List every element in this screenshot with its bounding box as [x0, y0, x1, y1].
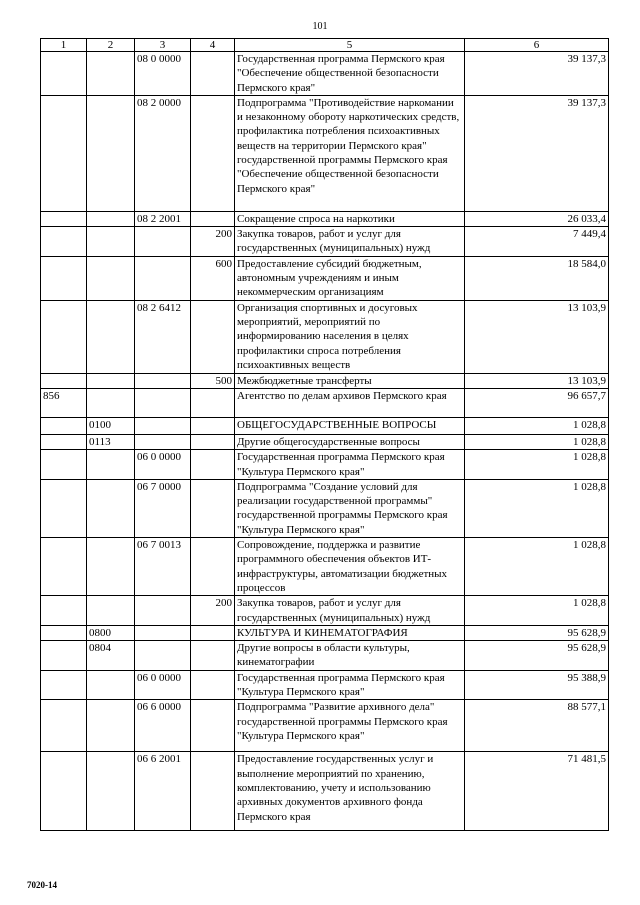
cell-c3 — [135, 227, 191, 257]
cell-c3 — [135, 417, 191, 434]
cell-c1 — [41, 52, 87, 96]
cell-c5: Сокращение спроса на наркотики — [235, 211, 465, 226]
cell-c4 — [191, 211, 235, 226]
cell-c5: Другие общегосударственные вопросы — [235, 434, 465, 449]
cell-c3: 06 6 0000 — [135, 700, 191, 752]
cell-c6: 95 388,9 — [465, 670, 609, 700]
cell-c4 — [191, 700, 235, 752]
table-row — [41, 450, 609, 480]
cell-c6: 1 028,8 — [465, 538, 609, 596]
cell-c5: Другие вопросы в области культуры, кинематографии — [235, 641, 465, 671]
cell-c5: Государственная программа Пермского края "Обеспечение общественной безопасности Пермского края" — [235, 52, 465, 96]
cell-c3 — [135, 596, 191, 626]
cell-c1 — [41, 256, 87, 300]
cell-c2 — [87, 373, 135, 388]
cell-c1 — [41, 700, 87, 752]
footer-code: 7020-14 — [27, 880, 57, 890]
cell-c4 — [191, 388, 235, 417]
cell-c6: 26 033,4 — [465, 211, 609, 226]
cell-c3: 08 2 0000 — [135, 95, 191, 211]
cell-c2 — [87, 388, 135, 417]
column-header: 2 — [87, 39, 135, 52]
table-row — [41, 434, 609, 449]
cell-c2: 0800 — [87, 625, 135, 640]
column-header: 6 — [465, 39, 609, 52]
column-header: 4 — [191, 39, 235, 52]
cell-c2 — [87, 300, 135, 373]
cell-c2: 0113 — [87, 434, 135, 449]
cell-c2: 0100 — [87, 417, 135, 434]
cell-c2 — [87, 596, 135, 626]
cell-c5: Государственная программа Пермского края "Культура Пермского края" — [235, 670, 465, 700]
table-header-row — [41, 39, 609, 52]
table-row — [41, 388, 609, 417]
cell-c6: 1 028,8 — [465, 417, 609, 434]
cell-c4 — [191, 641, 235, 671]
cell-c2 — [87, 256, 135, 300]
cell-c3 — [135, 641, 191, 671]
table-row — [41, 538, 609, 596]
table-row — [41, 256, 609, 300]
cell-c1: 856 — [41, 388, 87, 417]
cell-c2 — [87, 211, 135, 226]
table-row — [41, 52, 609, 96]
cell-c2 — [87, 700, 135, 752]
cell-c2 — [87, 52, 135, 96]
cell-c1 — [41, 417, 87, 434]
cell-c1 — [41, 227, 87, 257]
cell-c1 — [41, 434, 87, 449]
table-row — [41, 300, 609, 373]
cell-c3: 06 6 2001 — [135, 752, 191, 831]
cell-c2 — [87, 227, 135, 257]
table-row — [41, 95, 609, 211]
cell-c6: 95 628,9 — [465, 625, 609, 640]
cell-c5: Закупка товаров, работ и услуг для государственных (муниципальных) нужд — [235, 227, 465, 257]
cell-c2 — [87, 95, 135, 211]
table-row — [41, 625, 609, 640]
cell-c2: 0804 — [87, 641, 135, 671]
cell-c3: 08 2 2001 — [135, 211, 191, 226]
cell-c1 — [41, 479, 87, 537]
table-row — [41, 641, 609, 671]
cell-c4 — [191, 479, 235, 537]
cell-c1 — [41, 752, 87, 831]
cell-c5: ОБЩЕГОСУДАРСТВЕННЫЕ ВОПРОСЫ — [235, 417, 465, 434]
cell-c5: Организация спортивных и досуговых мероприятий, мероприятий по информированию населения в целях профилактики спроса потребления психоактивных веществ — [235, 300, 465, 373]
cell-c6: 1 028,8 — [465, 434, 609, 449]
cell-c5: Подпрограмма "Противодействие наркомании и незаконному обороту наркотических средств, профилактика потребления психоактивных веществ на территории Пермского края" государственной программы Пермского края "Обеспечение общественной безопасности Пермского края" — [235, 95, 465, 211]
cell-c2 — [87, 752, 135, 831]
table-row — [41, 211, 609, 226]
cell-c6: 88 577,1 — [465, 700, 609, 752]
cell-c2 — [87, 670, 135, 700]
cell-c6: 1 028,8 — [465, 450, 609, 480]
cell-c4 — [191, 625, 235, 640]
cell-c5: Предоставление государственных услуг и выполнение мероприятий по хранению, комплектованию, учету и использованию архивных документов архивного фонда Пермского края — [235, 752, 465, 831]
table-row — [41, 752, 609, 831]
table-row — [41, 670, 609, 700]
table-row — [41, 596, 609, 626]
cell-c3: 06 7 0013 — [135, 538, 191, 596]
cell-c1 — [41, 670, 87, 700]
table-row — [41, 227, 609, 257]
cell-c2 — [87, 450, 135, 480]
table-row — [41, 373, 609, 388]
cell-c6: 7 449,4 — [465, 227, 609, 257]
cell-c4: 500 — [191, 373, 235, 388]
cell-c3 — [135, 373, 191, 388]
cell-c5: Межбюджетные трансферты — [235, 373, 465, 388]
cell-c6: 96 657,7 — [465, 388, 609, 417]
cell-c5: Подпрограмма "Развитие архивного дела" государственной программы Пермского края "Культура Пермского края" — [235, 700, 465, 752]
cell-c3: 08 2 6412 — [135, 300, 191, 373]
cell-c3 — [135, 388, 191, 417]
table-row — [41, 700, 609, 752]
cell-c4: 600 — [191, 256, 235, 300]
cell-c5: Агентство по делам архивов Пермского края — [235, 388, 465, 417]
cell-c6: 18 584,0 — [465, 256, 609, 300]
cell-c6: 71 481,5 — [465, 752, 609, 831]
cell-c3 — [135, 256, 191, 300]
cell-c5: Подпрограмма "Создание условий для реализации государственной программы" государственной программы Пермского края "Культура Пермского края" — [235, 479, 465, 537]
cell-c1 — [41, 373, 87, 388]
cell-c6: 39 137,3 — [465, 95, 609, 211]
cell-c4 — [191, 434, 235, 449]
cell-c3 — [135, 434, 191, 449]
cell-c4 — [191, 95, 235, 211]
budget-table — [40, 38, 609, 831]
cell-c4 — [191, 300, 235, 373]
cell-c3: 06 7 0000 — [135, 479, 191, 537]
cell-c4 — [191, 450, 235, 480]
cell-c1 — [41, 641, 87, 671]
cell-c3 — [135, 625, 191, 640]
cell-c6: 1 028,8 — [465, 479, 609, 537]
cell-c1 — [41, 625, 87, 640]
cell-c5: Закупка товаров, работ и услуг для государственных (муниципальных) нужд — [235, 596, 465, 626]
cell-c5: КУЛЬТУРА И КИНЕМАТОГРАФИЯ — [235, 625, 465, 640]
cell-c1 — [41, 450, 87, 480]
cell-c4: 200 — [191, 227, 235, 257]
cell-c3: 06 0 0000 — [135, 670, 191, 700]
cell-c1 — [41, 538, 87, 596]
cell-c3: 06 0 0000 — [135, 450, 191, 480]
cell-c3: 08 0 0000 — [135, 52, 191, 96]
cell-c4 — [191, 52, 235, 96]
column-header: 1 — [41, 39, 87, 52]
cell-c6: 13 103,9 — [465, 373, 609, 388]
cell-c5: Государственная программа Пермского края "Культура Пермского края" — [235, 450, 465, 480]
cell-c6: 13 103,9 — [465, 300, 609, 373]
cell-c4: 200 — [191, 596, 235, 626]
cell-c6: 39 137,3 — [465, 52, 609, 96]
cell-c2 — [87, 479, 135, 537]
table-row — [41, 417, 609, 434]
table-row — [41, 479, 609, 537]
column-header: 3 — [135, 39, 191, 52]
cell-c4 — [191, 538, 235, 596]
cell-c1 — [41, 300, 87, 373]
cell-c2 — [87, 538, 135, 596]
column-header: 5 — [235, 39, 465, 52]
cell-c1 — [41, 596, 87, 626]
cell-c6: 1 028,8 — [465, 596, 609, 626]
cell-c5: Предоставление субсидий бюджетным, автономным учреждениям и иным некоммерческим организациям — [235, 256, 465, 300]
cell-c4 — [191, 670, 235, 700]
cell-c4 — [191, 752, 235, 831]
cell-c1 — [41, 211, 87, 226]
page-number: 101 — [312, 21, 328, 32]
cell-c4 — [191, 417, 235, 434]
cell-c5: Сопровождение, поддержка и развитие программного обеспечения объектов ИТ-инфраструктуры, автоматизации бюджетных процессов — [235, 538, 465, 596]
cell-c6: 95 628,9 — [465, 641, 609, 671]
cell-c1 — [41, 95, 87, 211]
